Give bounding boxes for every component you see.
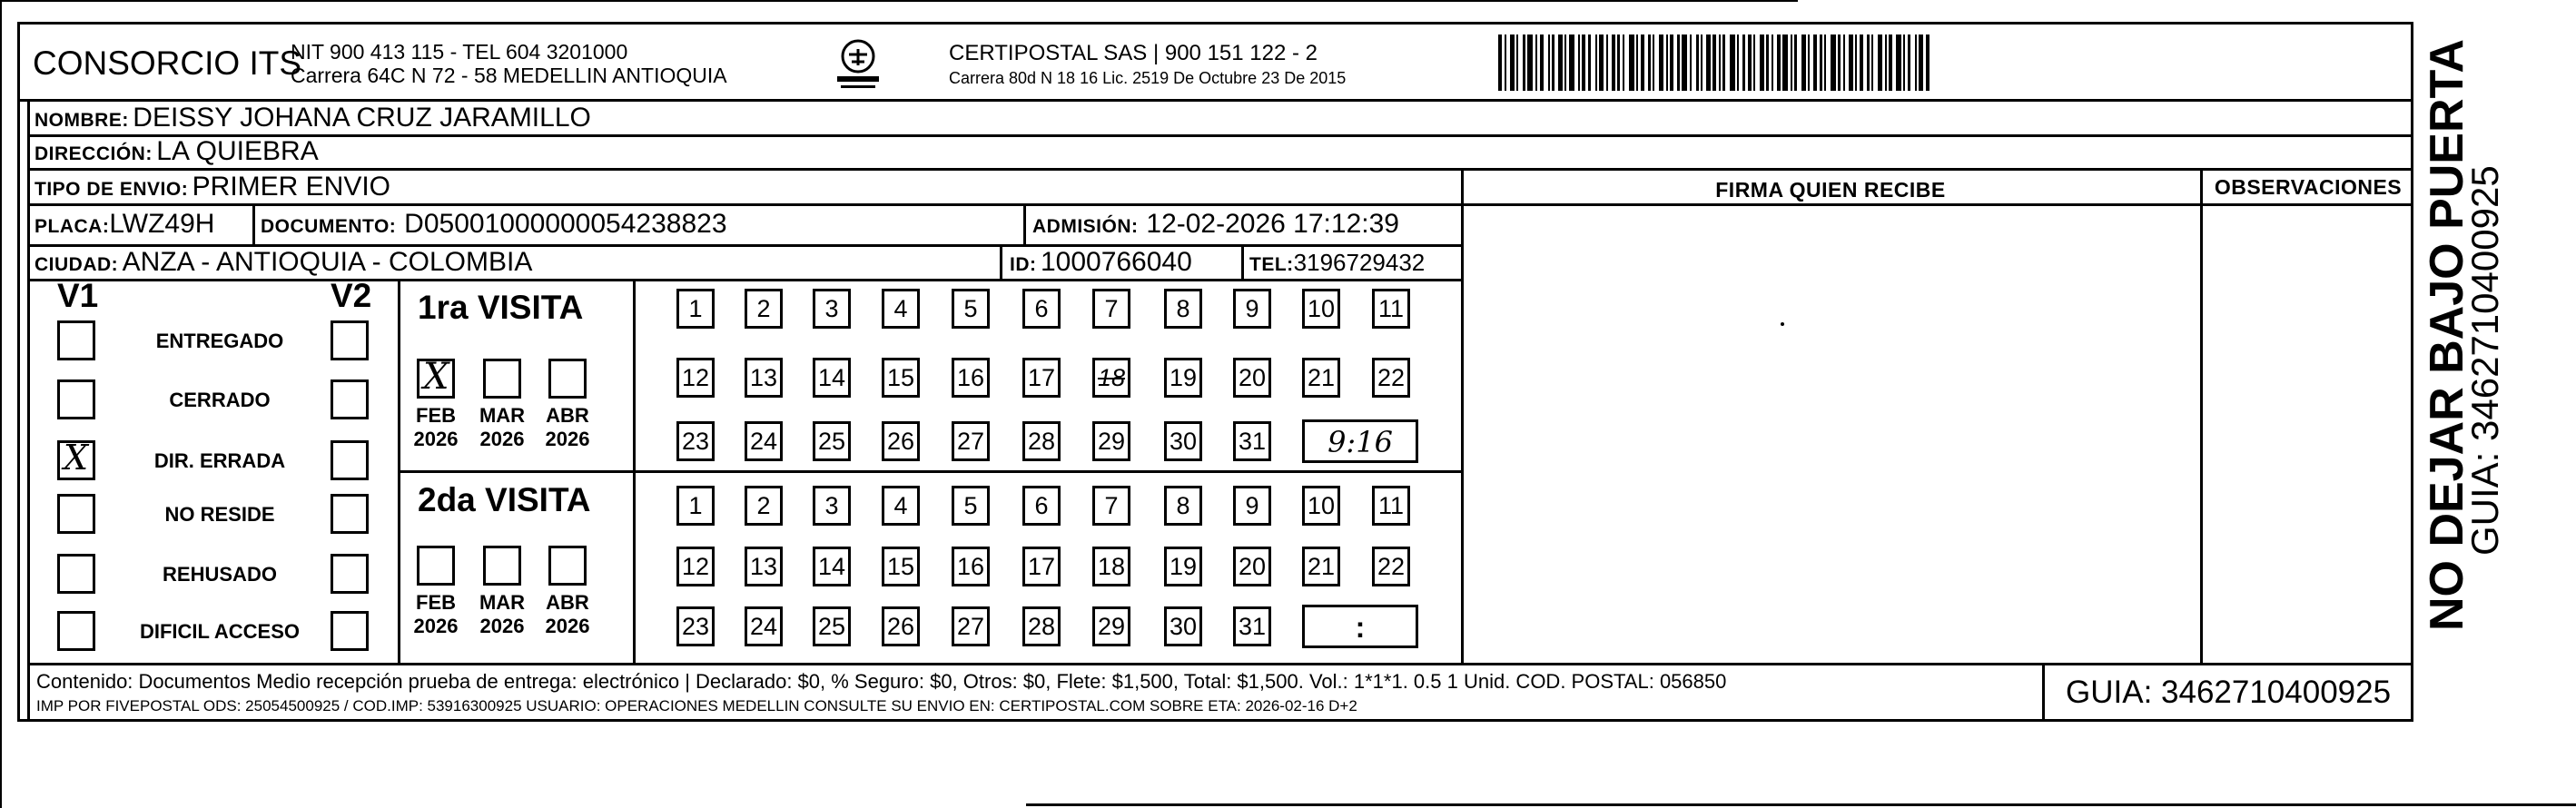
day-checkbox[interactable]: 1 bbox=[676, 289, 715, 329]
status-label: CERRADO bbox=[169, 389, 271, 411]
scan-bottom-edge bbox=[1026, 803, 2576, 806]
day-checkbox[interactable]: 10 bbox=[1302, 486, 1340, 526]
status-label: REHUSADO bbox=[163, 563, 277, 586]
day-checkbox[interactable]: 22 bbox=[1372, 547, 1410, 586]
month-checkbox-abr[interactable] bbox=[548, 359, 587, 399]
direccion-row bbox=[35, 136, 319, 167]
day-checkbox[interactable]: 9 bbox=[1233, 486, 1271, 526]
tipo-envio-value: PRIMER ENVIO bbox=[192, 172, 391, 202]
day-checkbox[interactable]: 27 bbox=[952, 421, 990, 461]
rule-grid-mid bbox=[398, 470, 1461, 473]
observaciones-header: OBSERVACIONES bbox=[2214, 175, 2403, 199]
day-checkbox[interactable]: 6 bbox=[1022, 289, 1061, 329]
rule-footer-top bbox=[27, 663, 2413, 665]
rule-id bbox=[1000, 244, 1002, 279]
day-checkbox[interactable]: 19 bbox=[1164, 358, 1202, 398]
day-checkbox[interactable]: 3 bbox=[813, 289, 851, 329]
day-checkbox[interactable]: 25 bbox=[813, 421, 851, 461]
direccion-value: LA QUIEBRA bbox=[156, 136, 319, 166]
nombre-label: NOMBRE: bbox=[35, 110, 129, 131]
day-checkbox[interactable]: 22 bbox=[1372, 358, 1410, 398]
v1-check-mark: X bbox=[64, 438, 89, 478]
v2-checkbox[interactable] bbox=[331, 379, 369, 419]
admision-label: ADMISIÓN: bbox=[1032, 216, 1139, 237]
day-checkbox[interactable]: 12 bbox=[676, 547, 715, 586]
placa-value: LWZ49H bbox=[109, 209, 215, 239]
day-checkbox[interactable]: 5 bbox=[952, 486, 990, 526]
day-checkbox[interactable]: 30 bbox=[1164, 421, 1202, 461]
tel-value: 3196729432 bbox=[1293, 249, 1426, 276]
day-checkbox[interactable]: 9 bbox=[1233, 289, 1271, 329]
rule-months-right bbox=[633, 279, 636, 663]
month-name: MAR bbox=[479, 404, 526, 427]
month-name: ABR bbox=[546, 404, 589, 427]
day-checkbox[interactable]: 17 bbox=[1022, 547, 1061, 586]
status-label: ENTREGADO bbox=[155, 330, 284, 352]
rule-direccion bbox=[27, 168, 2413, 171]
day-checkbox[interactable]: 19 bbox=[1164, 547, 1202, 586]
day-checkbox[interactable]: 24 bbox=[745, 606, 783, 646]
signature-mark bbox=[1781, 322, 1784, 326]
day-checkbox[interactable]: 8 bbox=[1164, 486, 1202, 526]
rule-tipo bbox=[27, 203, 2413, 206]
rule-admision bbox=[1023, 203, 1026, 244]
day-checkbox[interactable]: 7 bbox=[1092, 289, 1130, 329]
guia-number: GUIA: 3462710400925 bbox=[2066, 675, 2392, 710]
nombre-row bbox=[35, 103, 591, 133]
footer-content-line: Contenido: Documentos Medio recepción prueba de entrega: electrónico | Declarado: $0, % Seguro: $0, Otros: $0, Flete: $1,500, Total: $1,500. Vol.: 1*1*1. 0.5 1 Unid. COD. POSTAL: 056850 bbox=[36, 670, 1727, 693]
day-checkbox[interactable]: 11 bbox=[1372, 289, 1410, 329]
ciudad-row bbox=[35, 247, 532, 278]
rule-placa-doc bbox=[252, 203, 255, 244]
month-label bbox=[540, 591, 595, 638]
day-checkbox[interactable]: 12 bbox=[676, 358, 715, 398]
side-warning: NO DEJAR BAJO PUERTA bbox=[2421, 38, 2473, 631]
tipo-envio-label: TIPO DE ENVIO: bbox=[35, 179, 189, 200]
day-checkbox[interactable]: 10 bbox=[1302, 289, 1340, 329]
v1-label: V1 bbox=[57, 277, 99, 314]
documento-label: DOCUMENTO: bbox=[261, 216, 397, 237]
first-visit-title: 1ra VISITA bbox=[418, 289, 584, 326]
month-checkbox-abr[interactable] bbox=[548, 546, 587, 586]
day-checkbox[interactable]: 7 bbox=[1092, 486, 1130, 526]
day-checkbox[interactable]: 17 bbox=[1022, 358, 1061, 398]
month-year: 2026 bbox=[479, 615, 525, 637]
day-checkbox[interactable]: 28 bbox=[1022, 606, 1061, 646]
tel-label: TEL: bbox=[1249, 254, 1294, 275]
month-checkbox-mar[interactable] bbox=[483, 359, 521, 399]
v2-checkbox[interactable] bbox=[331, 554, 369, 594]
month-checkbox-mar[interactable] bbox=[483, 546, 521, 586]
day-checkbox[interactable]: 2 bbox=[745, 289, 783, 329]
documento-value: D05001000000054238823 bbox=[404, 209, 727, 239]
day-checkbox[interactable]: 15 bbox=[882, 547, 920, 586]
v2-checkbox[interactable] bbox=[331, 494, 369, 534]
month-year: 2026 bbox=[413, 615, 459, 637]
month-label bbox=[475, 404, 529, 451]
day-checkbox[interactable]: 30 bbox=[1164, 606, 1202, 646]
day-checkbox[interactable]: 14 bbox=[813, 547, 851, 586]
day-checkbox[interactable]: 25 bbox=[813, 606, 851, 646]
side-guia: GUIA: 3462710400925 bbox=[2463, 165, 2506, 556]
month-label bbox=[475, 591, 529, 638]
ciudad-label: CIUDAD: bbox=[35, 254, 119, 275]
id-value: 1000766040 bbox=[1040, 247, 1192, 277]
v1-checkbox[interactable] bbox=[57, 494, 95, 534]
month-year: 2026 bbox=[545, 615, 590, 637]
scan-top-edge bbox=[0, 0, 1798, 2]
placa-row bbox=[35, 209, 214, 240]
day-checkbox[interactable]: 11 bbox=[1372, 486, 1410, 526]
month-year: 2026 bbox=[545, 428, 590, 450]
status-label: DIR. ERRADA bbox=[153, 449, 286, 472]
day-checkbox[interactable]: 1 bbox=[676, 486, 715, 526]
firma-header: FIRMA QUIEN RECIBE bbox=[1715, 178, 1946, 202]
second-visit-title: 2da VISITA bbox=[418, 481, 591, 518]
time-field[interactable]: : bbox=[1302, 605, 1418, 648]
rule-status-right bbox=[398, 279, 400, 663]
v1-checkbox[interactable] bbox=[57, 440, 95, 480]
day-checkbox[interactable]: 4 bbox=[882, 289, 920, 329]
day-checkbox[interactable]: 29 bbox=[1092, 606, 1130, 646]
v2-checkbox[interactable] bbox=[331, 611, 369, 651]
day-checkbox[interactable]: 15 bbox=[882, 358, 920, 398]
month-label bbox=[409, 591, 463, 638]
day-checkbox[interactable]: 4 bbox=[882, 486, 920, 526]
month-checkbox-feb[interactable] bbox=[417, 546, 455, 586]
courier-info: CERTIPOSTAL SAS | 900 151 122 - 2 bbox=[949, 41, 1318, 65]
company-nit: NIT 900 413 115 - TEL 604 3201000 bbox=[291, 40, 628, 64]
day-checkbox[interactable]: 14 bbox=[813, 358, 851, 398]
day-checkbox[interactable]: 8 bbox=[1164, 289, 1202, 329]
company-address: Carrera 64C N 72 - 58 MEDELLIN ANTIOQUIA bbox=[291, 64, 727, 87]
direccion-label: DIRECCIÓN: bbox=[35, 143, 153, 164]
day-checkbox[interactable]: 5 bbox=[952, 289, 990, 329]
day-checkbox[interactable]: 6 bbox=[1022, 486, 1061, 526]
ciudad-value: ANZA - ANTIOQUIA - COLOMBIA bbox=[122, 247, 533, 277]
rule-ciudad bbox=[27, 279, 1461, 281]
month-name: MAR bbox=[479, 591, 526, 614]
rule-obs-left bbox=[2200, 168, 2203, 663]
time-field[interactable]: 9:16 bbox=[1302, 419, 1418, 463]
scan-left-edge bbox=[0, 0, 2, 808]
placa-label: PLACA: bbox=[35, 216, 110, 237]
rule-header-bottom bbox=[17, 99, 2413, 102]
rule-guia-left bbox=[2042, 663, 2045, 722]
month-check-mark: X bbox=[423, 356, 449, 398]
day-checkbox[interactable]: 20 bbox=[1233, 358, 1271, 398]
day-checkbox[interactable]: 24 bbox=[745, 421, 783, 461]
day-checkbox[interactable]: 29 bbox=[1092, 421, 1130, 461]
rule-nombre bbox=[27, 134, 2413, 137]
v1-checkbox[interactable] bbox=[57, 320, 95, 360]
v2-checkbox[interactable] bbox=[331, 320, 369, 360]
footer-print-line: IMP POR FIVEPOSTAL ODS: 25054500925 / COD.IMP: 53916300925 USUARIO: OPERACIONES MEDELLIN CONSULTE SU ENVIO EN: CERTIPOSTAL.COM SOBRE ETA: 2026-02-16 D+2 bbox=[36, 697, 1357, 714]
admision-row bbox=[1032, 209, 1399, 240]
tipo-envio-row bbox=[35, 172, 390, 202]
day-checkbox[interactable]: 28 bbox=[1022, 421, 1061, 461]
day-checkbox[interactable]: 26 bbox=[882, 606, 920, 646]
courier-license: Carrera 80d N 18 16 Lic. 2519 De Octubre 23 De 2015 bbox=[949, 69, 1347, 87]
month-year: 2026 bbox=[479, 428, 525, 450]
day-checkbox[interactable]: 27 bbox=[952, 606, 990, 646]
month-name: ABR bbox=[546, 591, 589, 614]
day-checkbox[interactable]: 2 bbox=[745, 486, 783, 526]
barcode bbox=[1498, 34, 2226, 91]
day-checkbox[interactable]: 16 bbox=[952, 358, 990, 398]
v1-checkbox[interactable] bbox=[57, 611, 95, 651]
admision-value: 12-02-2026 17:12:39 bbox=[1146, 209, 1399, 239]
documento-row bbox=[261, 209, 727, 240]
company-name: CONSORCIO ITS bbox=[33, 44, 302, 82]
day-checkbox[interactable]: 3 bbox=[813, 486, 851, 526]
rule-left-inner bbox=[27, 99, 30, 722]
day-checkbox[interactable]: 18 bbox=[1092, 358, 1130, 398]
day-checkbox[interactable]: 26 bbox=[882, 421, 920, 461]
month-label bbox=[409, 404, 463, 451]
day-checkbox[interactable]: 20 bbox=[1233, 547, 1271, 586]
tel-row bbox=[1249, 249, 1425, 277]
certipostal-logo bbox=[834, 36, 883, 96]
status-label: DIFICIL ACCESO bbox=[139, 620, 300, 643]
nombre-value: DEISSY JOHANA CRUZ JARAMILLO bbox=[133, 103, 591, 133]
v2-checkbox[interactable] bbox=[331, 440, 369, 480]
month-label bbox=[540, 404, 595, 451]
v2-label: V2 bbox=[331, 277, 372, 314]
status-label: NO RESIDE bbox=[164, 503, 275, 526]
day-checkbox[interactable]: 18 bbox=[1092, 547, 1130, 586]
day-checkbox[interactable]: 23 bbox=[676, 421, 715, 461]
day-checkbox[interactable]: 21 bbox=[1302, 547, 1340, 586]
rule-firma-left bbox=[1461, 168, 1464, 663]
day-checkbox[interactable]: 31 bbox=[1233, 606, 1271, 646]
day-checkbox[interactable]: 13 bbox=[745, 358, 783, 398]
v1-checkbox[interactable] bbox=[57, 379, 95, 419]
day-checkbox[interactable]: 13 bbox=[745, 547, 783, 586]
rule-tel bbox=[1241, 244, 1244, 279]
month-name: FEB bbox=[416, 404, 456, 427]
day-checkbox[interactable]: 21 bbox=[1302, 358, 1340, 398]
month-year: 2026 bbox=[413, 428, 459, 450]
month-checkbox-feb[interactable] bbox=[417, 356, 455, 399]
v1-checkbox[interactable] bbox=[57, 554, 95, 594]
month-name: FEB bbox=[416, 591, 456, 614]
id-label: ID: bbox=[1010, 254, 1037, 275]
id-row bbox=[1010, 247, 1192, 278]
day-checkbox[interactable]: 16 bbox=[952, 547, 990, 586]
day-checkbox[interactable]: 23 bbox=[676, 606, 715, 646]
day-checkbox[interactable]: 31 bbox=[1233, 421, 1271, 461]
